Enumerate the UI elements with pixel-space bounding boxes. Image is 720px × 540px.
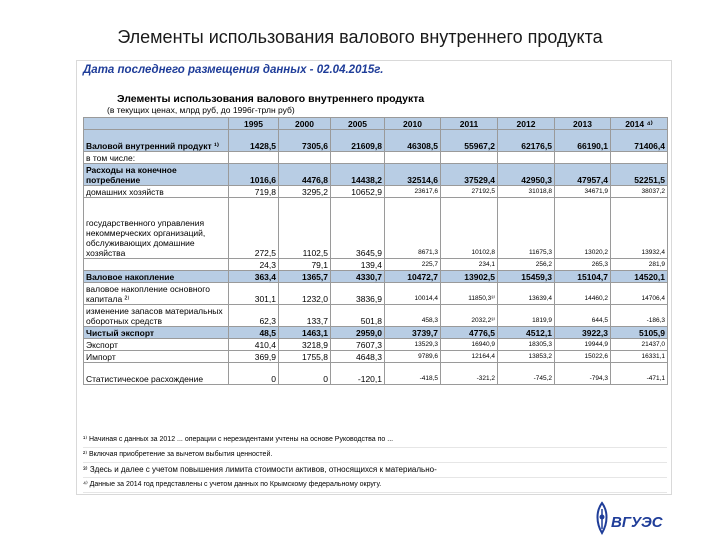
table-cell: 4476,8 xyxy=(279,164,331,186)
table-cell: -794,3 xyxy=(555,363,611,385)
table-cell xyxy=(279,152,331,164)
table-cell: 225,7 xyxy=(385,259,441,271)
table-cell: 2032,2³⁾ xyxy=(441,305,498,327)
table-cell xyxy=(331,152,385,164)
table-row xyxy=(84,164,668,186)
table-cell: 16331,1 xyxy=(611,351,668,363)
table-row xyxy=(84,198,668,259)
table-cell: 281,9 xyxy=(611,259,668,271)
table-cell: 13020,2 xyxy=(555,198,611,259)
row-label: Чистый экспорт xyxy=(84,327,229,339)
table-row xyxy=(84,130,668,152)
row-label: государственного управления некоммерческих организаций, обслуживающих домашние хозяйства xyxy=(84,198,229,259)
table-cell: 0 xyxy=(279,363,331,385)
table-cell: 1365,7 xyxy=(279,271,331,283)
row-label xyxy=(84,259,229,271)
table-cell: 234,1 xyxy=(441,259,498,271)
table-cell: 3922,3 xyxy=(555,327,611,339)
table-cell: 363,4 xyxy=(229,271,279,283)
table-cell xyxy=(229,152,279,164)
table-cell xyxy=(385,152,441,164)
table-cell: 38037,2 xyxy=(611,186,668,198)
table-row xyxy=(84,305,668,327)
table-cell: 14438,2 xyxy=(331,164,385,186)
table-cell xyxy=(498,152,555,164)
table-cell: 3739,7 xyxy=(385,327,441,339)
table-header-row xyxy=(84,118,668,130)
table-cell: 14520,1 xyxy=(611,271,668,283)
table-cell: 301,1 xyxy=(229,283,279,305)
table-cell: 24,3 xyxy=(229,259,279,271)
table-cell: 27192,5 xyxy=(441,186,498,198)
table-cell: 14460,2 xyxy=(555,283,611,305)
table-row xyxy=(84,186,668,198)
row-label: изменение запасов материальных оборотных средств xyxy=(84,305,229,327)
table-cell: 9789,6 xyxy=(385,351,441,363)
table-cell: 15459,3 xyxy=(498,271,555,283)
table-cell: 21437,0 xyxy=(611,339,668,351)
table-cell: 8671,3 xyxy=(385,198,441,259)
table-cell: 15022,6 xyxy=(555,351,611,363)
table-cell: 62,3 xyxy=(229,305,279,327)
table-cell: 14706,4 xyxy=(611,283,668,305)
slide-title: Элементы использования валового внутреннего продукта xyxy=(117,27,603,47)
table-cell xyxy=(555,152,611,164)
table-cell: 369,9 xyxy=(229,351,279,363)
row-label: Импорт xyxy=(84,351,229,363)
spreadsheet-image xyxy=(76,60,672,495)
table-cell: 4330,7 xyxy=(331,271,385,283)
table-cell: 37529,4 xyxy=(441,164,498,186)
table-row xyxy=(84,271,668,283)
row-label: Валовой внутренний продукт ¹⁾ xyxy=(84,130,229,152)
table-cell: 47957,4 xyxy=(555,164,611,186)
table-cell: 7607,3 xyxy=(331,339,385,351)
table-cell: 4648,3 xyxy=(331,351,385,363)
header-year: 2005 xyxy=(331,118,385,130)
header-year: 2012 xyxy=(498,118,555,130)
table-row xyxy=(84,351,668,363)
table-cell: 10102,8 xyxy=(441,198,498,259)
table-cell: 4512,1 xyxy=(498,327,555,339)
table-cell: 19944,9 xyxy=(555,339,611,351)
header-year: 2011 xyxy=(441,118,498,130)
header-year: 2013 xyxy=(555,118,611,130)
logo-text: ВГУЭС xyxy=(611,514,663,531)
table-cell: 3295,2 xyxy=(279,186,331,198)
table-row xyxy=(84,283,668,305)
table-cell: 12164,4 xyxy=(441,351,498,363)
table-subtitle: (в текущих ценах, млрд руб, до 1996г-трлн руб) xyxy=(107,105,295,115)
table-cell: 46308,5 xyxy=(385,130,441,152)
row-label: Валовое накопление xyxy=(84,271,229,283)
table-cell: 458,3 xyxy=(385,305,441,327)
table-cell: -186,3 xyxy=(611,305,668,327)
table-cell: 31018,8 xyxy=(498,186,555,198)
table-cell: -745,2 xyxy=(498,363,555,385)
table-cell: 265,3 xyxy=(555,259,611,271)
table-cell: 410,4 xyxy=(229,339,279,351)
table-cell: 1755,8 xyxy=(279,351,331,363)
table-cell: 2959,0 xyxy=(331,327,385,339)
row-label: домашних хозяйств xyxy=(84,186,229,198)
table-cell: 3836,9 xyxy=(331,283,385,305)
table-cell: 1428,5 xyxy=(229,130,279,152)
table-cell: 13932,4 xyxy=(611,198,668,259)
table-cell: 52251,5 xyxy=(611,164,668,186)
row-label: Экспорт xyxy=(84,339,229,351)
table-cell: 11675,3 xyxy=(498,198,555,259)
table-cell: 15104,7 xyxy=(555,271,611,283)
footnote: ²⁾ Включая приобретение за вычетом выбытия ценностей. xyxy=(83,448,667,463)
table-cell: 11850,3³⁾ xyxy=(441,283,498,305)
table-cell: 79,1 xyxy=(279,259,331,271)
table-cell: 13853,2 xyxy=(498,351,555,363)
table-row xyxy=(84,339,668,351)
table-row xyxy=(84,327,668,339)
row-label: валовое накопление основного капитала ²⁾ xyxy=(84,283,229,305)
table-cell: 13902,5 xyxy=(441,271,498,283)
table-cell: 21609,8 xyxy=(331,130,385,152)
table-cell: 0 xyxy=(229,363,279,385)
table-cell: 10652,9 xyxy=(331,186,385,198)
table-cell: 66190,1 xyxy=(555,130,611,152)
table-cell: 1819,9 xyxy=(498,305,555,327)
header-year: 2000 xyxy=(279,118,331,130)
table-cell: 1016,6 xyxy=(229,164,279,186)
table-cell: -120,1 xyxy=(331,363,385,385)
table-cell: 133,7 xyxy=(279,305,331,327)
table-cell: -471,1 xyxy=(611,363,668,385)
table-cell: 3218,9 xyxy=(279,339,331,351)
table-row xyxy=(84,259,668,271)
table-cell: 16940,9 xyxy=(441,339,498,351)
table-cell: 1102,5 xyxy=(279,198,331,259)
table-cell: 644,5 xyxy=(555,305,611,327)
table-cell: 62176,5 xyxy=(498,130,555,152)
table-cell xyxy=(441,152,498,164)
table-cell: 71406,4 xyxy=(611,130,668,152)
table-cell: 48,5 xyxy=(229,327,279,339)
table-row xyxy=(84,363,668,385)
table-cell: 18305,3 xyxy=(498,339,555,351)
row-label: Расходы на конечное потребление xyxy=(84,164,229,186)
table-cell: 42950,3 xyxy=(498,164,555,186)
table-cell: -321,2 xyxy=(441,363,498,385)
table-cell: 10472,7 xyxy=(385,271,441,283)
table-cell: 55967,2 xyxy=(441,130,498,152)
footnote: ¹⁾ Начиная с данных за 2012 ... операции с нерезидентами учтены на основе Руководства по ... xyxy=(83,433,667,448)
table-cell: -418,5 xyxy=(385,363,441,385)
fish-emblem-icon xyxy=(598,503,607,533)
table-cell xyxy=(611,152,668,164)
footnote: ⁴⁾ Данные за 2014 год представлены с учетом данных по Крымскому федеральному округу. xyxy=(83,478,667,493)
row-label: в том числе: xyxy=(84,152,229,164)
table-cell: 256,2 xyxy=(498,259,555,271)
footnote: ³⁾ Здесь и далее с учетом повышения лимита стоимости активов, относящихся к материально- xyxy=(83,463,667,478)
table-title: Элементы использования валового внутреннего продукта xyxy=(117,93,425,105)
row-label: Статистическое расхождение xyxy=(84,363,229,385)
table-cell: 1463,1 xyxy=(279,327,331,339)
table-cell: 3645,9 xyxy=(331,198,385,259)
footnotes xyxy=(83,433,667,493)
table-cell: 13529,3 xyxy=(385,339,441,351)
table-cell: 5105,9 xyxy=(611,327,668,339)
table-cell: 4776,5 xyxy=(441,327,498,339)
header-year: 1995 xyxy=(229,118,279,130)
publication-date: Дата последнего размещения данных - 02.04.2015г. xyxy=(83,64,384,76)
header-indicator xyxy=(84,118,229,130)
table-cell: 34671,9 xyxy=(555,186,611,198)
table-cell: 10014,4 xyxy=(385,283,441,305)
header-year: 2014 ⁴⁾ xyxy=(611,118,668,130)
gdp-usage-table xyxy=(83,117,668,385)
header-year: 2010 xyxy=(385,118,441,130)
table-cell: 23617,6 xyxy=(385,186,441,198)
table-cell: 1232,0 xyxy=(279,283,331,305)
table-cell: 719,8 xyxy=(229,186,279,198)
table-cell: 139,4 xyxy=(331,259,385,271)
table-cell: 7305,6 xyxy=(279,130,331,152)
table-cell: 501,8 xyxy=(331,305,385,327)
table-cell: 272,5 xyxy=(229,198,279,259)
university-logo xyxy=(592,497,664,537)
table-row xyxy=(84,152,668,164)
table-cell: 13639,4 xyxy=(498,283,555,305)
table-cell: 32514,6 xyxy=(385,164,441,186)
